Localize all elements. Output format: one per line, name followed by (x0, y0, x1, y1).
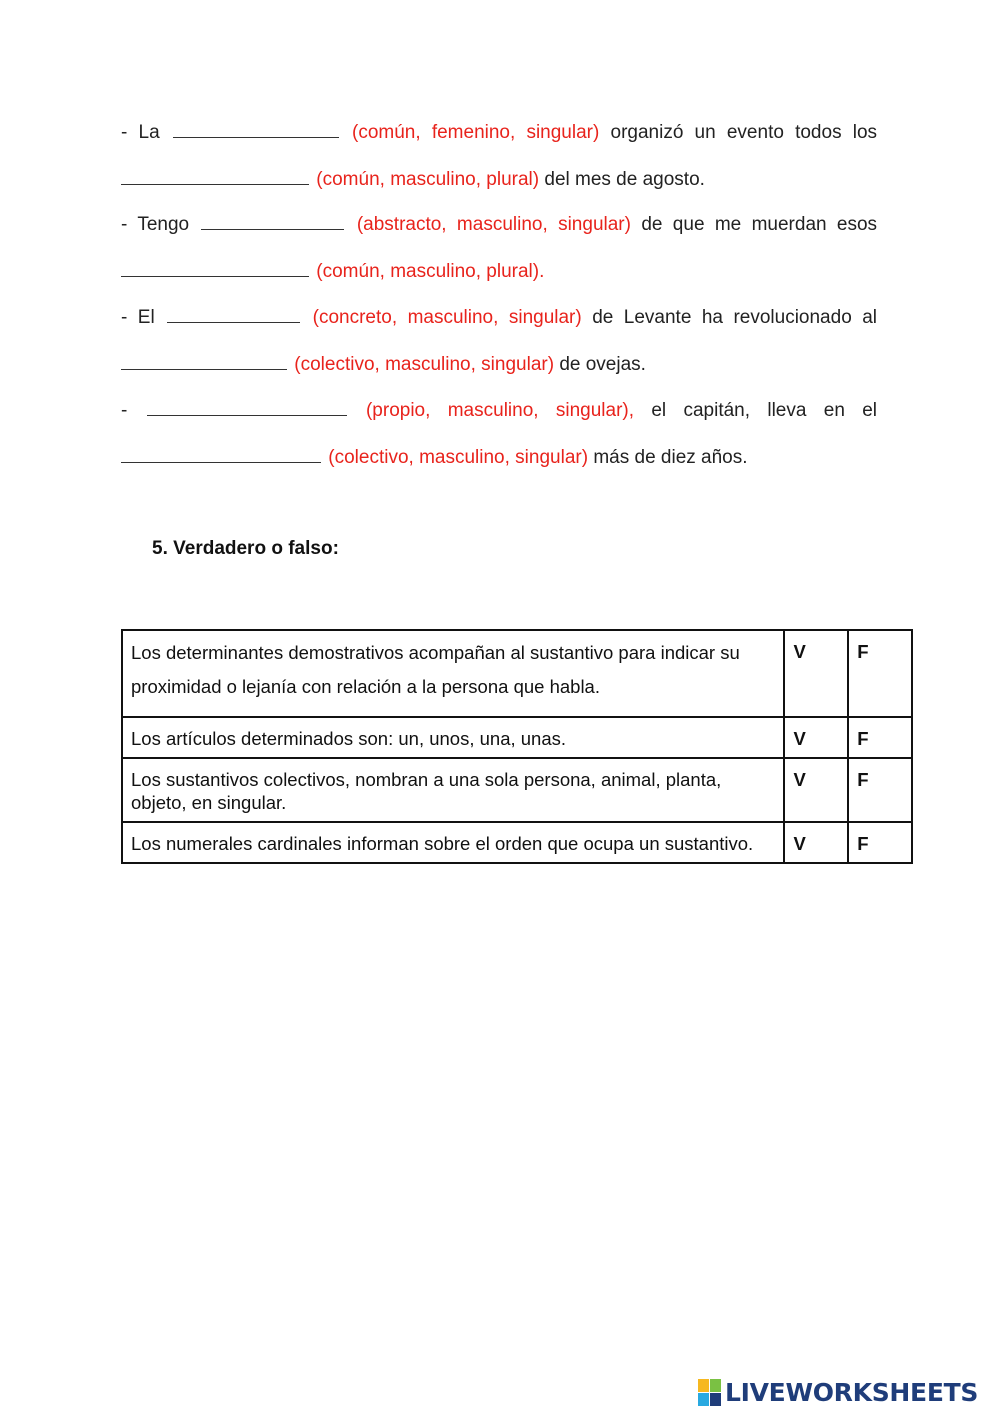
liveworksheets-logo (698, 1378, 978, 1407)
true-option[interactable]: V (784, 822, 848, 863)
table-row (122, 630, 912, 717)
statement-cell: Los artículos determinados son: un, unos, una, unas. (122, 717, 784, 758)
grammar-hint: (concreto, masculino, singular) (312, 307, 582, 328)
grammar-hint: (común, masculino, plural). (316, 261, 545, 282)
blank-input[interactable] (121, 446, 321, 463)
grammar-hint: (propio, masculino, singular), (365, 400, 635, 421)
sentence-3-line-2 (121, 353, 877, 377)
blank-input[interactable] (173, 121, 339, 138)
statement-cell: Los determinantes demostrativos acompañan al sustantivo para indicar su proximidad o lejanía con relación a la persona que habla. (122, 630, 784, 717)
statement-cell: Los sustantivos colectivos, nombran a una sola persona, animal, planta, objeto, en singular. (122, 758, 784, 822)
section-heading: 5. Verdadero o falso: (152, 538, 339, 559)
table-row (122, 717, 912, 758)
sentence-text: de que me muerdan esos (641, 214, 878, 235)
grammar-hint: (colectivo, masculino, singular) (328, 447, 589, 468)
blank-input[interactable] (167, 306, 300, 323)
sentence-text: - El (121, 307, 155, 328)
sentence-text: - Tengo (121, 214, 190, 235)
false-option[interactable]: F (848, 758, 912, 822)
false-option[interactable]: F (848, 717, 912, 758)
true-option[interactable]: V (784, 758, 848, 822)
table-row (122, 758, 912, 822)
true-false-table (121, 629, 913, 864)
false-option[interactable]: F (848, 630, 912, 717)
logo-wordmark: LIVEWORKSHEETS (725, 1378, 979, 1407)
sentence-text: - La (121, 122, 160, 143)
sentence-text: el capitán, lleva en el (651, 400, 877, 421)
grammar-hint: (abstracto, masculino, singular) (356, 214, 631, 235)
blank-input[interactable] (121, 168, 309, 185)
sentence-1-line-1 (121, 121, 877, 145)
sentence-text: de ovejas. (559, 354, 646, 375)
sentence-4-line-2 (121, 446, 877, 470)
statement-cell: Los numerales cardinales informan sobre el orden que ocupa un sustantivo. (122, 822, 784, 863)
grammar-hint: (común, masculino, plural) (316, 169, 540, 190)
blank-input[interactable] (201, 213, 344, 230)
blank-input[interactable] (121, 353, 287, 370)
sentence-2-line-1 (121, 213, 877, 237)
sentence-text: más de diez años. (593, 447, 748, 468)
false-option[interactable]: F (848, 822, 912, 863)
sentence-text: organizó un evento todos los (610, 122, 878, 143)
true-option[interactable]: V (784, 630, 848, 717)
sentence-2-line-2 (121, 260, 877, 284)
true-option[interactable]: V (784, 717, 848, 758)
sentence-1-line-2 (121, 168, 877, 192)
grammar-hint: (colectivo, masculino, singular) (294, 354, 555, 375)
blank-input[interactable] (121, 260, 309, 277)
sentence-text: de Levante ha revolucionado al (592, 307, 878, 328)
grammar-hint: (común, femenino, singular) (352, 122, 600, 143)
sentence-text: - (121, 400, 128, 421)
sentence-text: del mes de agosto. (544, 169, 705, 190)
liveworksheets-logo-icon (698, 1379, 722, 1407)
sentence-3-line-1 (121, 306, 877, 330)
blank-input[interactable] (147, 399, 347, 416)
sentence-4-line-1 (121, 399, 877, 423)
table-row (122, 822, 912, 863)
